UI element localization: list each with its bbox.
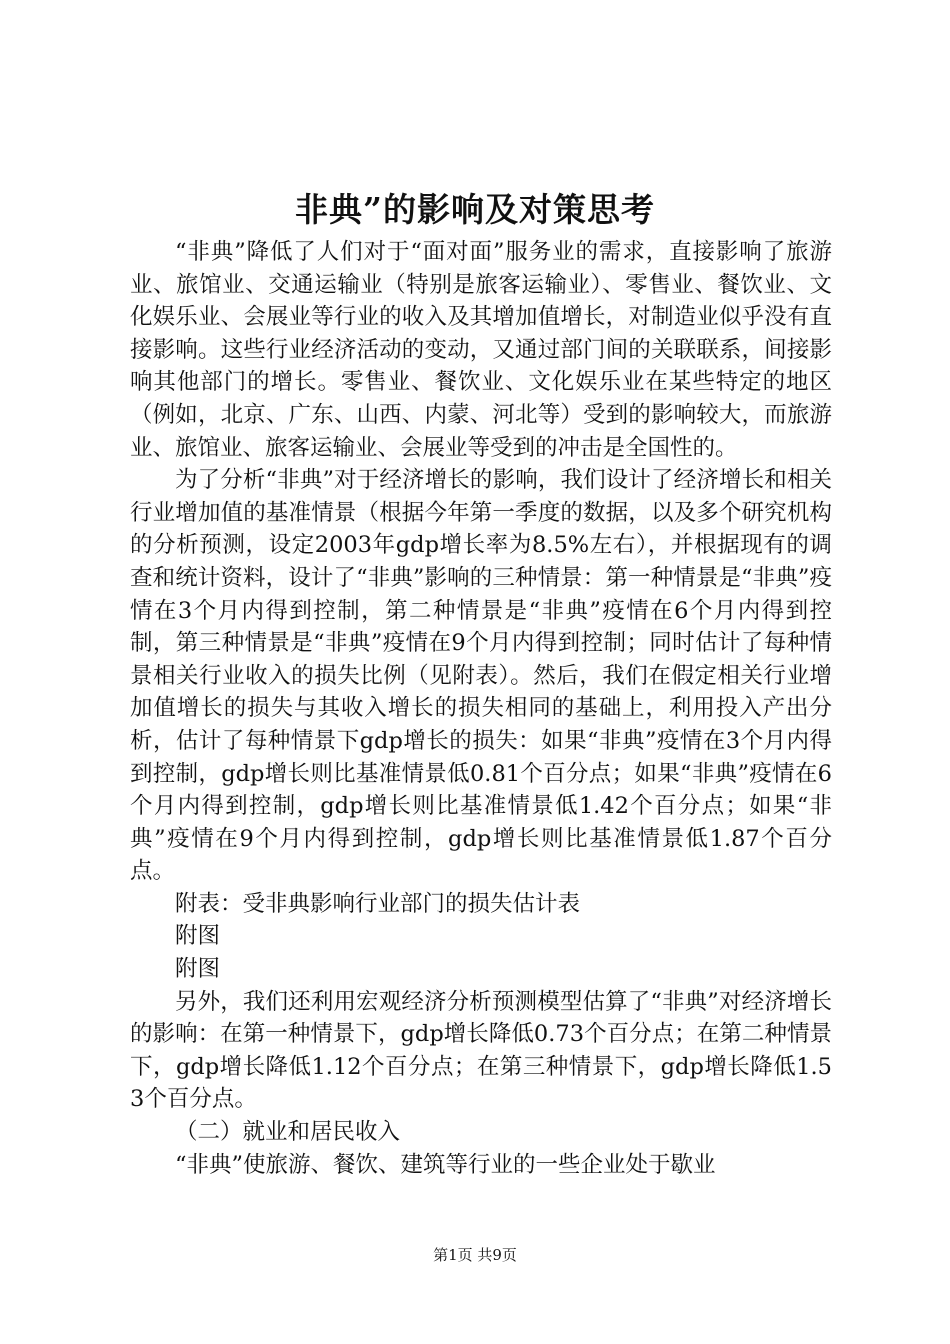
paragraph-appendix-table: 附表：受非典影响行业部门的损失估计表 xyxy=(175,890,581,917)
paragraph-employment-start: “非典”使旅游、餐饮、建筑等行业的一些企业处于歇业 xyxy=(175,1151,716,1178)
paragraph-scenario-analysis: 为了分析“非典”对于经济增长的影响，我们设计了经济增长和相关行业增加值的基准情景（根据今年第一季度的数据，以及多个研究机构的分析预测，设定2003年gdp增长率为8.5%左右），并根据现有的调查和统计资料，设计了“非典”影响的三种情景：第一种情景是“非典”疫情在3个月内得到控制，第二种情景是“非典”疫情在6个月内得到控制，第三种情景是“非典”疫情在9个月内得到控制；同时估计了每种情景相关行业收入的损失比例（见附表）。然后，我们在假定相关行业增加值增长的损失与其收入增长的损失相同的基础上，利用投入产出分析，估计了每种情景下gdp增长的损失：如果“非典”疫情在3个月内得到控制，gdp增长则比基准情景低0.81个百分点；如果“非典”疫情在6个月内得到控制，gdp增长则比基准情景低1.42个百分点；如果“非典”疫情在9个月内得到控制，gdp增长则比基准情景低1.87个百分点。 xyxy=(130,467,832,885)
document-title: 非典”的影响及对策思考 xyxy=(295,190,655,229)
document-body xyxy=(130,236,832,1181)
paragraph-appendix-figure-1: 附图 xyxy=(175,923,221,950)
paragraph-appendix-figure-2: 附图 xyxy=(175,956,221,983)
section-heading-employment-income: （二）就业和居民收入 xyxy=(175,1119,401,1146)
paragraph-macro-model: 另外，我们还利用宏观经济分析预测模型估算了“非典”对经济增长的影响：在第一种情景下，gdp增长降低0.73个百分点；在第二种情景下，gdp增长降低1.12个百分点；在第三种情景下，gdp增长降低1.53个百分点。 xyxy=(130,988,832,1113)
paragraph-impact-overview: “非典”降低了人们对于“面对面”服务业的需求，直接影响了旅游业、旅馆业、交通运输业（特别是旅客运输业）、零售业、餐饮业、文化娱乐业、会展业等行业的收入及其增加值增长，对制造业似乎没有直接影响。这些行业经济活动的变动，又通过部门间的关联联系，间接影响其他部门的增长。零售业、餐饮业、文化娱乐业在某些特定的地区（例如，北京、广东、山西、内蒙、河北等）受到的影响较大，而旅游业、旅馆业、旅客运输业、会展业等受到的冲击是全国性的。 xyxy=(130,239,832,461)
page-footer: 第1页 共9页 xyxy=(433,1246,517,1264)
